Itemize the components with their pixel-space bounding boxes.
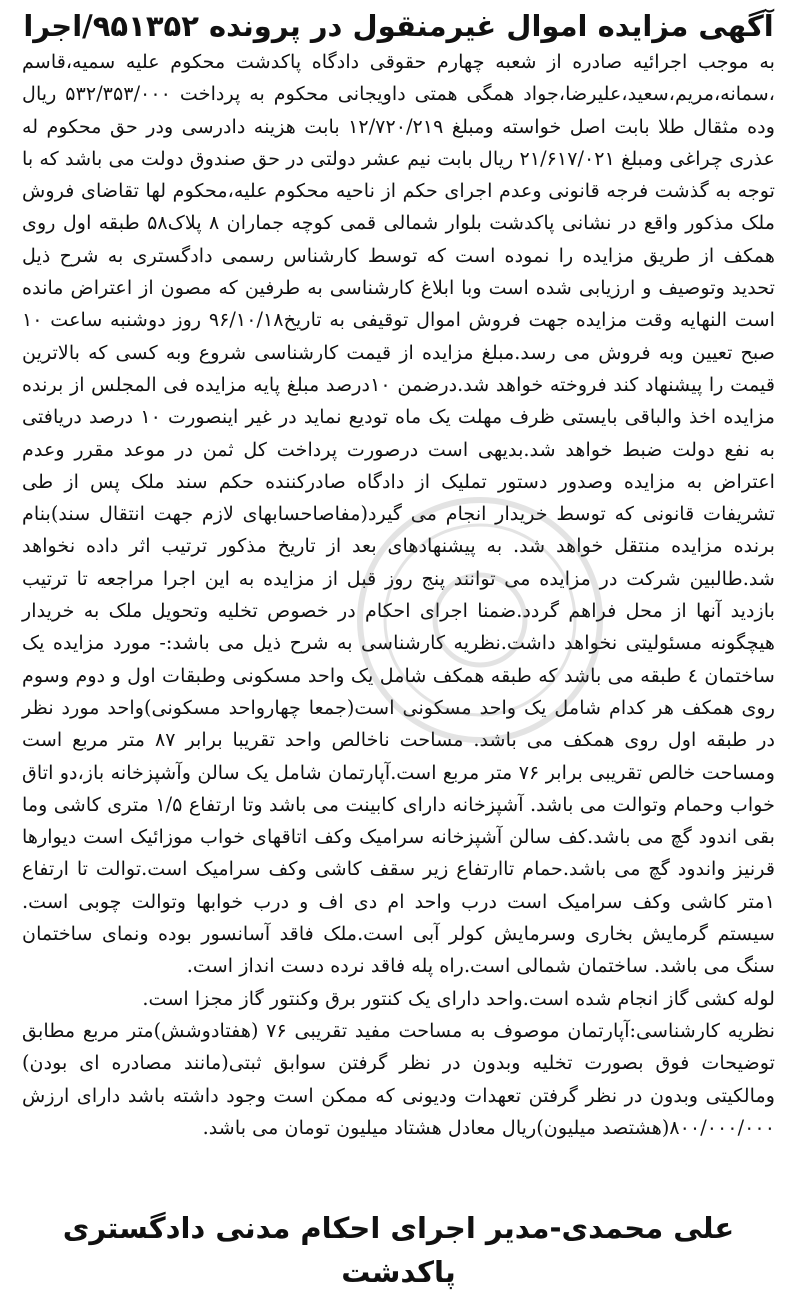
- notice-signature: علی محمدی-مدیر اجرای احکام مدنی دادگستری پاکدشت: [62, 1211, 735, 1289]
- notice-paragraph-appraisal: نظریه کارشناسی:آپارتمان موصوف به مساحت مفید تقریبی ۷۶ (هفتادوشش)متر مربع مطابق توضیحات فوق بصورت تخلیه وبدون در نظر گرفتن سوابق ثبتی(مانند مصادره ای بودن) ومالکیتی وبدون در نظر گرفتن تعهدات ودیونی که ممکن است وجود داشته باشد دارای ارزش ۸۰۰/۰۰۰/۰۰۰(هشتصد میلیون)ریال معادل هشتاد میلیون تومان می باشد.: [22, 1018, 776, 1139]
- notice-title: آگهی مزایده اموال غیرمنقول در پرونده ۹۵۱۳۵۲/اجرا: [23, 9, 774, 43]
- notice-paragraph-gas: لوله کشی گاز انجام شده است.واحد دارای یک کنتور برق وکنتور گاز مجزا است.: [142, 986, 775, 1010]
- notice-paragraph-main: به موجب اجرائیه صادره از شعبه چهارم حقوقی دادگاه پاکدشت محکوم علیه سمیه،قاسم ،سمانه،مریم،سعید،علیرضا،جواد همگی همتی داویجانی محکوم به پرداخت ۵۳۲/۳۵۳/۰۰۰ ریال وده مثقال طلا بابت اصل خواسته ومبلغ ۱۲/۷۲۰/۲۱۹ بابت هزینه دادرسی ودر حق محکوم له عذری چراغی ومبلغ ۲۱/۶۱۷/۰۲۱ ریال بابت نیم عشر دولتی در حق صندوق دولت می باشد که با توجه به گذشت فرجه قانونی وعدم اجرای حکم از ناحیه محکوم علیه،محکوم لها تقاضای فروش ملک مذکور واقع در نشانی پاکدشت بلوار شمالی قمی کوچه جماران ۸ پلاک۵۸ طبقه اول روی همکف از طریق مزایده را نموده است که توسط کارشناس رسمی دادگستری به شرح ذیل تحدید وتوصیف و ارزیابی شده است وبا ابلاغ کارشناسی به طرفین که مصون از اعتراض مانده است النهایه وقت مزایده جهت فروش اموال توقیفی به تاریخ۹۶/۱۰/۱۸ روز دوشنبه ساعت ۱۰ صبح تعیین وبه فروش می رسد.مبلغ مزایده از قیمت کارشناسی شروع وبه کسی که بالاترین قیمت را پیشنهاد کند فروخته خواهد شد.درضمن ۱۰درصد مبلغ پایه مزایده فی المجلس از برنده مزایده اخذ والباقی بایستی ظرف مهلت یک ماه تودیع نماید در غیر اینصورت ۱۰ درصد دریافتی به نفع دولت ضبط خواهد شد.بدیهی است درصورت پرداخت کل ثمن در موعد مقرر وعدم اعتراض به مزایده وصدور دستور تملیک از دادگاه صادرکننده حکم سند ملک پس از طی تشریفات قانونی که توسط خریدار انجام می گیرد(مفاصاحسابهای لازم جهت انتقال سند)بنام برنده مزایده منتقل خواهد شد. به پیشنهادهای بعد از تاریخ مذکور ترتیب اثر داده نخواهد شد.طالبین شرکت در مزایده می توانند پنج روز قبل از مزایده به این اجرا مراجعه تا ترتیب بازدید آنها از محل فراهم گردد.ضمنا اجرای احکام در خصوص تخلیه وتحویل ملک به خریدار هیچگونه مسئولیتی نخواهد داشت.نظریه کارشناسی به شرح ذیل می باشد:- مورد مزایده یک ساختمان ٤ طبقه می باشد که طبقه همکف شامل یک واحد مسکونی وطبقات اول و دوم وسوم روی همکف هر کدام شامل یک واحد مسکونی است(جمعا چهارواحد مسکونی)واحد مورد نظر در طبقه اول روی همکف می باشد. مساحت ناخالص واحد تقریبا برابر ۸۷ متر مربع است ومساحت خالص تقریبی برابر ۷۶ متر مربع است.آپارتمان شامل یک سالن وآشپزخانه باز،دو اتاق خواب وحمام وتوالت می باشد. آشپزخانه دارای کابینت می باشد وتا ارتفاع ۱/۵ متری کاشی وما بقی اندود گچ می باشد.کف سالن آشپزخانه سرامیک وکف اتاقهای خواب موزائیک است دیوارها قرنیز واندود گچ می باشد.حمام تاارتفاع زیر سقف کاشی وکف سرامیک است.توالت تا ارتفاع ۱متر کاشی وکف سرامیک است درب واحد ام دی اف و درب خوابها وتوالت چوبی است. سیستم گرمایش بخاری وسرمایش کولر آبی است.ملک فاقد آسانسور بوده ونمای ساختمان سنگ می باشد. ساختمان شمالی است.راه پله فاقد نرده دست انداز است.: [22, 50, 776, 978]
- notice-body: [22, 46, 775, 1144]
